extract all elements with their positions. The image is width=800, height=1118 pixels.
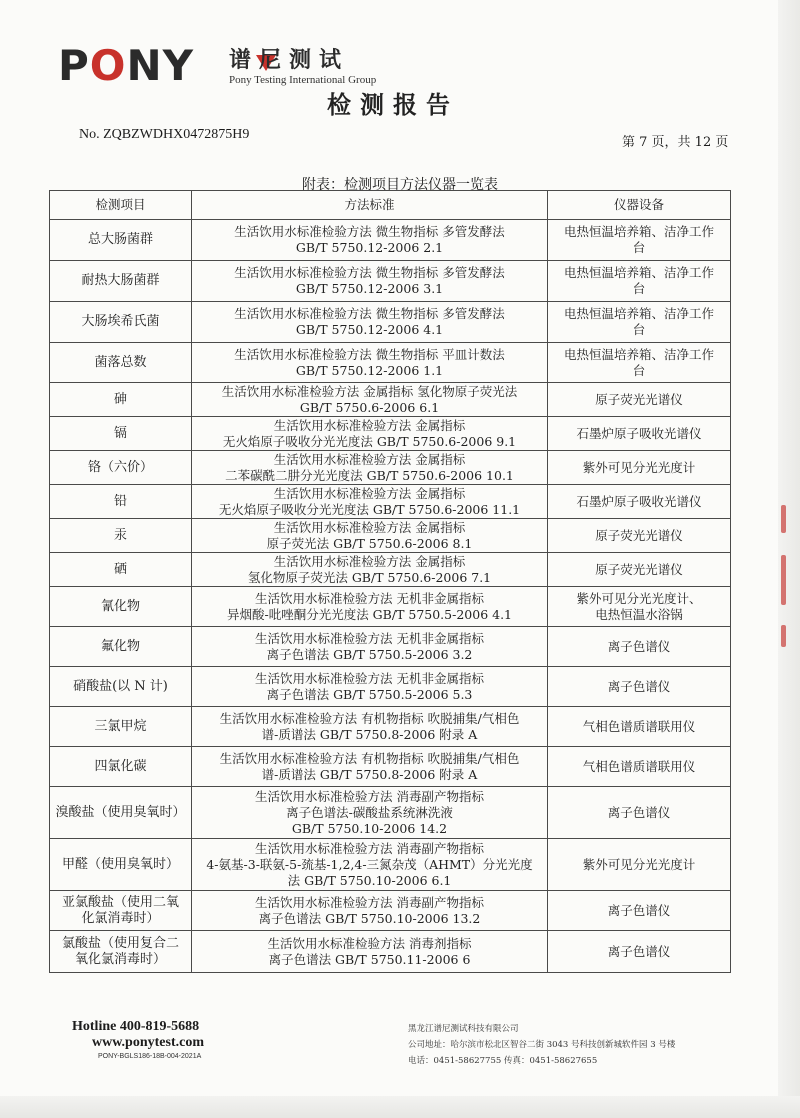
cell-equipment	[548, 519, 731, 553]
cell-line: 离子色谱法 GB/T 5750.10-2006 13.2	[258, 910, 481, 926]
cell-test-item	[50, 343, 192, 383]
report-number: No. ZQBZWDHX0472875H9	[79, 127, 250, 142]
cell-test-item	[50, 220, 192, 261]
cell-equipment	[548, 839, 731, 891]
cell-line: 电热恒温培养箱、洁净工作	[563, 346, 714, 362]
cell-line: 紫外可见分光光度计	[582, 856, 696, 872]
cell-equipment	[548, 627, 731, 667]
cell-test-item	[50, 627, 192, 667]
cell-test-item	[50, 891, 192, 931]
cell-line: 生活饮用水标准检验方法 无机非金属指标	[255, 590, 484, 606]
cell-line: 台	[632, 240, 646, 255]
table-caption: 附表：检测项目方法仪器一览表	[302, 177, 498, 193]
cell-method-standard	[192, 787, 548, 839]
cell-equipment	[548, 220, 731, 261]
cell-equipment	[548, 667, 731, 707]
cell-test-item	[50, 451, 192, 485]
cell-equipment	[548, 587, 731, 627]
cell-line: 石墨炉原子吸收光谱仪	[576, 493, 702, 509]
cell-line: 砷	[113, 391, 127, 407]
cell-method-standard	[192, 587, 548, 627]
cell-line: 离子色谱仪	[607, 638, 671, 654]
cell-equipment	[548, 707, 731, 747]
table-row	[50, 587, 731, 627]
cell-equipment	[548, 383, 731, 417]
cell-line: 紫外可见分光光度计	[582, 459, 696, 475]
cell-method-standard	[192, 627, 548, 667]
cell-equipment	[548, 891, 731, 931]
logo-letter-o: O	[89, 41, 127, 90]
table-row	[50, 931, 731, 973]
cell-line: 台	[632, 281, 646, 296]
cell-test-item	[50, 261, 192, 302]
form-code: PONY-BGLS186-18B-004-2021A	[98, 1053, 202, 1060]
logo-wordmark	[58, 43, 194, 89]
cell-line: 台	[632, 322, 646, 337]
cell-line: 镉	[113, 425, 127, 441]
cell-line: 二苯碳酰二肼分光光度法 GB/T 5750.6-2006 10.1	[225, 467, 514, 483]
cell-line: 离子色谱仪	[607, 943, 671, 959]
cell-line: 原子荧光法 GB/T 5750.6-2006 8.1	[266, 535, 473, 551]
cell-line: 法 GB/T 5750.10-2006 6.1	[287, 872, 452, 888]
cell-line: 生活饮用水标准检验方法 消毒剂指标	[267, 935, 472, 951]
cell-line: 化氯消毒时）	[81, 910, 160, 926]
cell-line: 四氯化碳	[94, 758, 147, 774]
cell-line: 生活饮用水标准检验方法 金属指标 氢化物原子荧光法	[221, 383, 518, 399]
header-item: 检测项目	[50, 191, 192, 220]
cell-line: 无火焰原子吸收分光光度法 GB/T 5750.6-2006 9.1	[222, 433, 517, 449]
cell-test-item	[50, 747, 192, 787]
cell-line: 4-氨基-3-联氨-5-巯基-1,2,4-三氮杂茂（AHMT）分光光度	[206, 856, 533, 872]
cell-line: 三氯甲烷	[94, 718, 147, 734]
cell-method-standard	[192, 220, 548, 261]
cell-line: 生活饮用水标准检验方法 无机非金属指标	[255, 670, 484, 686]
cell-method-standard	[192, 553, 548, 587]
cell-line: 大肠埃希氏菌	[81, 314, 160, 329]
cell-equipment	[548, 302, 731, 343]
table-row	[50, 627, 731, 667]
report-title: 检测报告	[327, 91, 459, 119]
cell-test-item	[50, 485, 192, 519]
cell-line: 硝酸盐(以 N 计)	[73, 678, 168, 694]
table-row	[50, 261, 731, 302]
methods-table	[49, 190, 731, 973]
cell-method-standard	[192, 451, 548, 485]
cell-line: 电热恒温培养箱、洁净工作	[563, 306, 714, 321]
cell-line: 谱-质谱法 GB/T 5750.8-2006 附录 A	[261, 726, 478, 742]
cell-test-item	[50, 587, 192, 627]
cell-method-standard	[192, 747, 548, 787]
table-row	[50, 891, 731, 931]
cell-line: 生活饮用水标准检验方法 金属指标	[273, 485, 466, 501]
cell-line: GB/T 5750.6-2006 6.1	[299, 399, 440, 415]
cell-line: 耐热大肠菌群	[81, 273, 160, 288]
cell-equipment	[548, 485, 731, 519]
cell-line: GB/T 5750.12-2006 3.1	[295, 281, 444, 296]
cell-line: 生活饮用水标准检验方法 金属指标	[273, 451, 466, 467]
cell-line: 氟化物	[100, 638, 140, 654]
cell-line: 生活饮用水标准检验方法 微生物指标 多管发酵法	[234, 306, 505, 321]
cell-test-item	[50, 667, 192, 707]
cell-method-standard	[192, 485, 548, 519]
cell-line: 离子色谱法 GB/T 5750.5-2006 3.2	[266, 646, 473, 662]
cell-test-item	[50, 931, 192, 973]
cell-method-standard	[192, 839, 548, 891]
table-row	[50, 707, 731, 747]
cell-method-standard	[192, 931, 548, 973]
cell-line: 原子荧光光谱仪	[595, 561, 683, 577]
cell-method-standard	[192, 707, 548, 747]
table-row	[50, 417, 731, 451]
cell-line: 离子色谱仪	[607, 902, 671, 918]
table-row	[50, 343, 731, 383]
logo-text: PONY	[58, 41, 195, 90]
cell-line: 异烟酸-吡唑酮分光光度法 GB/T 5750.5-2006 4.1	[226, 606, 513, 622]
header-method: 方法标准	[192, 191, 548, 220]
cell-test-item	[50, 553, 192, 587]
cell-line: 溴酸盐（使用臭氧时）	[55, 804, 186, 820]
cell-line: 电热恒温培养箱、洁净工作	[563, 224, 714, 239]
table-row	[50, 451, 731, 485]
cell-method-standard	[192, 261, 548, 302]
company-phone: 电话：0451-58627755 传真：0451-58627655	[408, 1056, 598, 1066]
cell-line: 氯酸盐（使用复合二	[61, 935, 179, 951]
company-address: 公司地址：哈尔滨市松北区智谷二街 3043 号科技创新城软件园 3 号楼	[408, 1040, 676, 1050]
table-row	[50, 220, 731, 261]
cell-line: 石墨炉原子吸收光谱仪	[576, 425, 702, 441]
cell-line: 离子色谱法-碳酸盐系统淋洗液	[286, 804, 453, 820]
table-row	[50, 485, 731, 519]
cell-line: 原子荧光光谱仪	[595, 391, 683, 407]
cell-line: 亚氯酸盐（使用二氧	[61, 894, 179, 910]
header-equipment: 仪器设备	[548, 191, 731, 220]
seal-edge-mark	[781, 555, 786, 605]
table-header-row	[50, 191, 731, 220]
cell-line: 生活饮用水标准检验方法 消毒副产物指标	[255, 894, 484, 910]
table-row	[50, 667, 731, 707]
cell-line: 生活饮用水标准检验方法 金属指标	[273, 417, 466, 433]
cell-method-standard	[192, 343, 548, 383]
cell-line: 离子色谱法 GB/T 5750.11-2006 6	[268, 951, 471, 967]
table-body	[50, 220, 731, 973]
cell-equipment	[548, 261, 731, 302]
cell-equipment	[548, 787, 731, 839]
cell-line: 生活饮用水标准检验方法 微生物指标 平皿计数法	[234, 346, 505, 362]
seal-edge-mark	[781, 505, 786, 533]
cell-equipment	[548, 553, 731, 587]
cell-line: 氧化氯消毒时）	[74, 951, 166, 967]
cell-line: 生活饮用水标准检验方法 有机物指标 吹脱捕集/气相色	[219, 710, 520, 726]
cell-line: 氰化物	[100, 598, 140, 614]
cell-line: GB/T 5750.12-2006 1.1	[295, 362, 444, 378]
cell-line: 气相色谱质谱联用仪	[582, 758, 696, 774]
cell-line: 电热恒温培养箱、洁净工作	[563, 265, 714, 280]
cell-line: 汞	[113, 527, 127, 543]
cell-line: 铬（六价）	[87, 459, 153, 475]
cell-test-item	[50, 302, 192, 343]
cell-line: 无火焰原子吸收分光光度法 GB/T 5750.6-2006 11.1	[218, 501, 521, 517]
page-edge-shadow-bottom	[0, 1096, 800, 1118]
cell-line: 总大肠菌群	[87, 232, 153, 247]
table-row	[50, 839, 731, 891]
cell-line: 离子色谱法 GB/T 5750.5-2006 5.3	[266, 686, 473, 702]
cell-line: 生活饮用水标准检验方法 消毒副产物指标	[255, 788, 484, 804]
cell-test-item	[50, 707, 192, 747]
cell-line: 紫外可见分光光度计、	[576, 590, 702, 606]
cell-method-standard	[192, 417, 548, 451]
cell-line: 菌落总数	[94, 354, 147, 370]
cell-method-standard	[192, 302, 548, 343]
table-row	[50, 519, 731, 553]
cell-line: 谱-质谱法 GB/T 5750.8-2006 附录 A	[261, 766, 478, 782]
cell-method-standard	[192, 891, 548, 931]
table-row	[50, 747, 731, 787]
cell-line: 甲醛（使用臭氧时）	[61, 856, 179, 872]
cell-line: 电热恒温水浴锅	[595, 606, 683, 622]
cell-equipment	[548, 417, 731, 451]
cell-line: GB/T 5750.12-2006 2.1	[295, 240, 444, 255]
table-row	[50, 787, 731, 839]
cell-line: 生活饮用水标准检验方法 微生物指标 多管发酵法	[234, 265, 505, 280]
cell-line: 硒	[113, 561, 127, 577]
cell-line: 生活饮用水标准检验方法 金属指标	[273, 553, 466, 569]
cell-line: 生活饮用水标准检验方法 消毒副产物指标	[255, 840, 484, 856]
hotline: Hotline 400-819-5688	[72, 1019, 200, 1034]
cell-equipment	[548, 931, 731, 973]
cell-line: 原子荧光光谱仪	[595, 527, 683, 543]
cell-equipment	[548, 343, 731, 383]
table-row	[50, 553, 731, 587]
cell-line: 台	[632, 362, 646, 378]
page-indicator: 第 7 页，共 12 页	[622, 135, 729, 150]
cell-line: 离子色谱仪	[607, 678, 671, 694]
website-link[interactable]: www.ponytest.com	[92, 1035, 204, 1050]
cell-test-item	[50, 417, 192, 451]
table-row	[50, 383, 731, 417]
brand-name-en: Pony Testing International Group	[229, 74, 377, 86]
brand-name-cn: 谱尼测试	[229, 48, 350, 73]
cell-line: GB/T 5750.12-2006 4.1	[295, 322, 444, 337]
cell-test-item	[50, 839, 192, 891]
cell-line: GB/T 5750.10-2006 14.2	[291, 820, 448, 836]
cell-line: 铅	[113, 493, 127, 509]
cell-line: 氢化物原子荧光法 GB/T 5750.6-2006 7.1	[247, 569, 492, 585]
seal-edge-mark	[781, 625, 786, 647]
table-row	[50, 302, 731, 343]
cell-method-standard	[192, 519, 548, 553]
cell-test-item	[50, 519, 192, 553]
cell-method-standard	[192, 667, 548, 707]
cell-test-item	[50, 383, 192, 417]
cell-line: 离子色谱仪	[607, 804, 671, 820]
cell-line: 生活饮用水标准检验方法 金属指标	[273, 519, 466, 535]
cell-equipment	[548, 451, 731, 485]
cell-test-item	[50, 787, 192, 839]
cell-line: 生活饮用水标准检验方法 微生物指标 多管发酵法	[234, 224, 505, 239]
cell-method-standard	[192, 383, 548, 417]
company-name: 黑龙江谱尼测试科技有限公司	[408, 1024, 519, 1034]
cell-line: 生活饮用水标准检验方法 无机非金属指标	[255, 630, 484, 646]
cell-line: 气相色谱质谱联用仪	[582, 718, 696, 734]
cell-line: 生活饮用水标准检验方法 有机物指标 吹脱捕集/气相色	[219, 750, 520, 766]
cell-equipment	[548, 747, 731, 787]
